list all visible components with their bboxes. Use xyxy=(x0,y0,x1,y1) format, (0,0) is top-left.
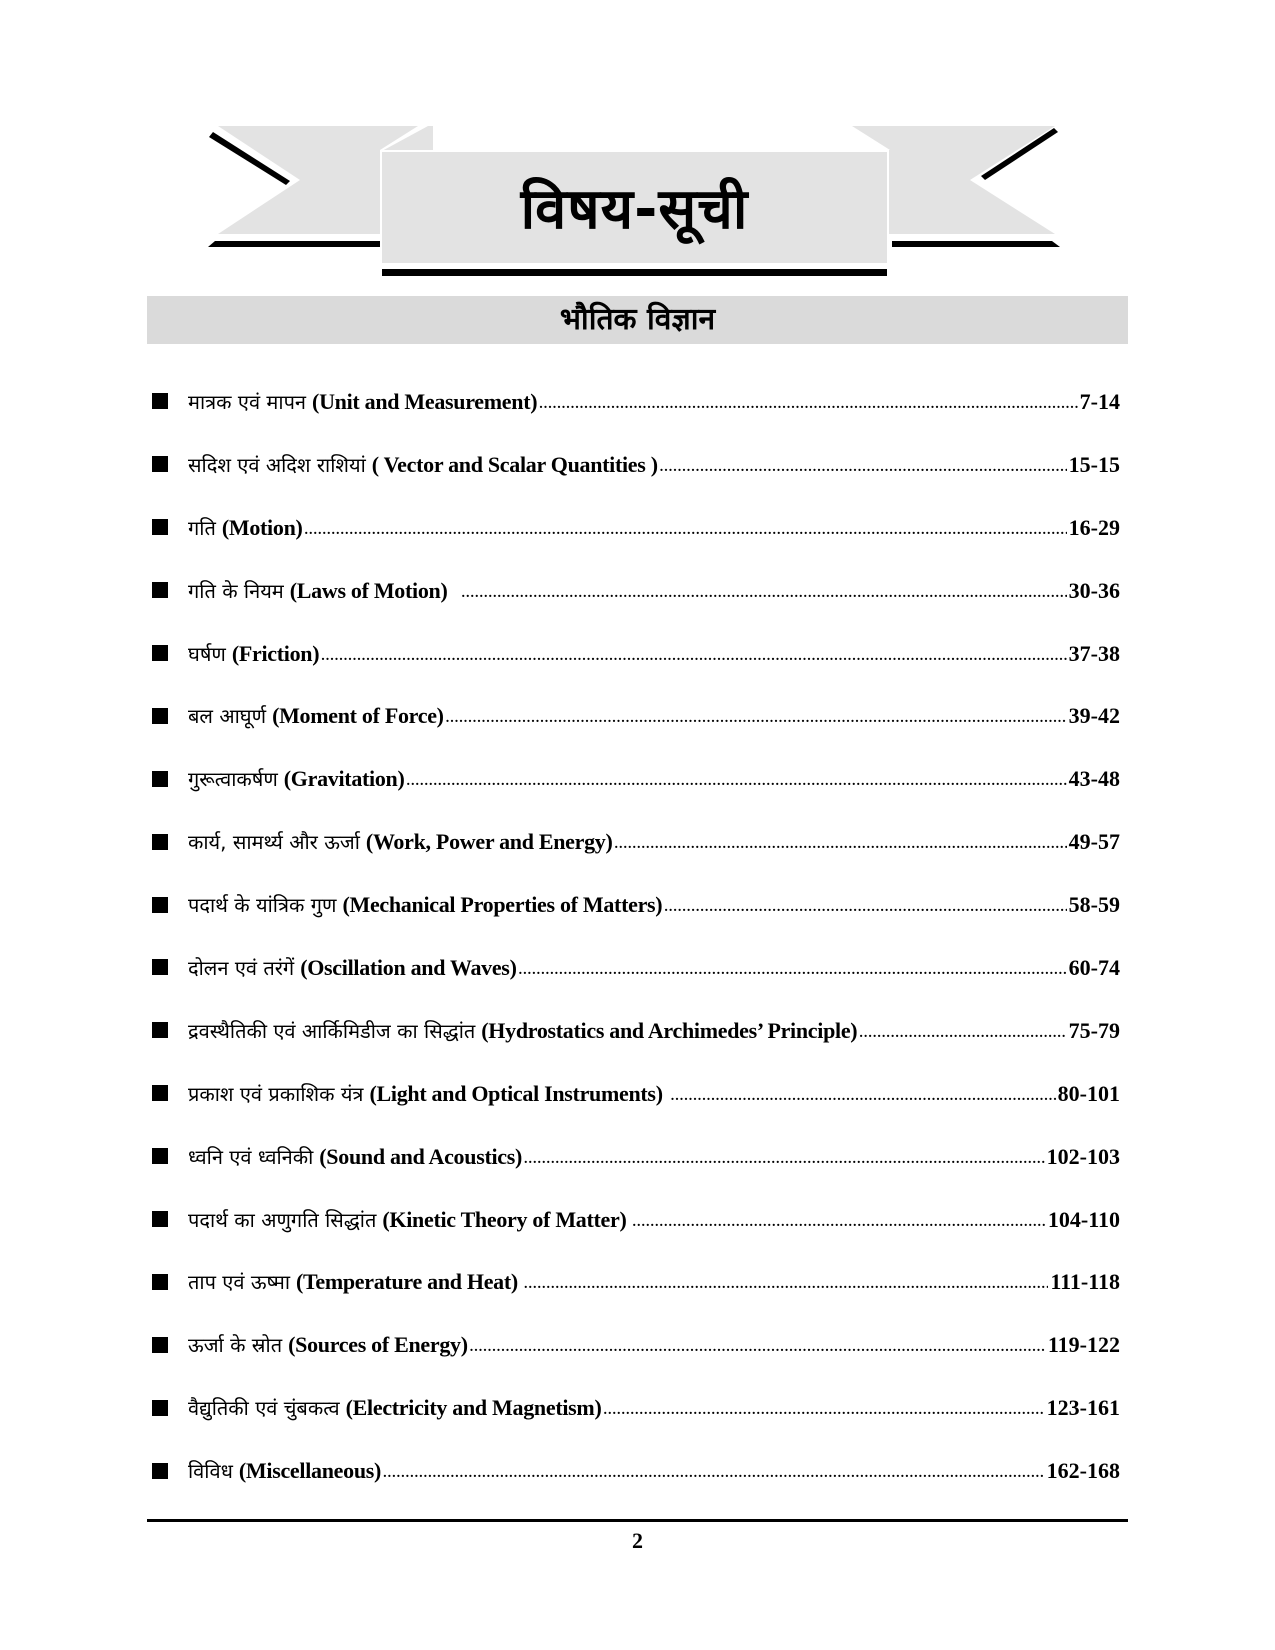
black-square-icon xyxy=(152,1274,168,1290)
toc-entry-hindi: सदिश एवं अदिश राशियां xyxy=(188,452,366,477)
toc-entry[interactable] xyxy=(152,1250,1120,1313)
dot-leader xyxy=(321,649,1066,665)
toc-entry-english: (Oscillation and Waves) xyxy=(300,954,517,980)
toc-entry-pages: 49-57 xyxy=(1068,829,1120,855)
toc-entry-hindi: गति के नियम xyxy=(188,578,284,603)
black-square-icon xyxy=(152,582,168,598)
toc-entry[interactable] xyxy=(152,747,1120,810)
dot-leader xyxy=(660,460,1067,476)
toc-entry-hindi: पदार्थ के यांत्रिक गुण xyxy=(188,893,337,918)
toc-entry-pages: 43-48 xyxy=(1068,766,1120,792)
dot-leader xyxy=(664,900,1066,916)
black-square-icon xyxy=(152,1085,168,1101)
toc-entry-english: (Electricity and Magnetism) xyxy=(345,1395,602,1421)
toc-entry-english: (Unit and Measurement) xyxy=(312,388,538,414)
dot-leader xyxy=(524,1277,1048,1293)
toc-entry-hindi: कार्य, सामर्थ्य और ऊर्जा xyxy=(188,830,360,855)
toc-entry-english: (Laws of Motion) xyxy=(289,577,448,603)
toc-entry-hindi: ध्वनि एवं ध्वनिकी xyxy=(188,1144,314,1169)
toc-entry-english: (Temperature and Heat) xyxy=(296,1269,518,1295)
toc-entry-hindi: द्रवस्थैतिकी एवं आर्किमिडीज का सिद्धांत xyxy=(188,1018,476,1043)
toc-entry-english: (Kinetic Theory of Matter) xyxy=(382,1206,627,1232)
dot-leader xyxy=(539,397,1077,413)
toc-entry-english: (Gravitation) xyxy=(283,766,405,792)
toc-entry-pages: 75-79 xyxy=(1068,1017,1120,1043)
dot-leader xyxy=(603,1403,1044,1419)
toc-entry-pages: 104-110 xyxy=(1047,1206,1120,1232)
toc-entry-pages: 102-103 xyxy=(1046,1143,1120,1169)
black-square-icon xyxy=(152,645,168,661)
toc-entry[interactable] xyxy=(152,1439,1120,1502)
dot-leader xyxy=(859,1026,1066,1042)
dot-leader xyxy=(383,1466,1045,1482)
toc-entry-hindi: मात्रक एवं मापन xyxy=(188,389,307,414)
dot-leader xyxy=(524,1152,1045,1168)
toc-entry-hindi: बल आघूर्ण xyxy=(188,704,267,729)
black-square-icon xyxy=(152,1463,168,1479)
toc-entry-english: (Sources of Energy) xyxy=(288,1332,468,1358)
black-square-icon xyxy=(152,393,168,409)
toc-entry-pages: 7-14 xyxy=(1079,388,1120,414)
toc-entry-english: (Miscellaneous) xyxy=(238,1458,382,1484)
toc-entry-hindi: ऊर्जा के स्रोत xyxy=(188,1333,283,1358)
page-title: विषय-सूची xyxy=(520,177,749,242)
toc-entry-pages: 30-36 xyxy=(1068,577,1120,603)
black-square-icon xyxy=(152,959,168,975)
toc-entry-pages: 119-122 xyxy=(1047,1332,1120,1358)
dot-leader xyxy=(446,711,1067,727)
black-square-icon xyxy=(152,1400,168,1416)
toc-entry[interactable] xyxy=(152,810,1120,873)
dot-leader xyxy=(462,586,1067,602)
black-square-icon xyxy=(152,456,168,472)
toc-entry-hindi: ताप एवं ऊष्मा xyxy=(188,1270,290,1295)
dot-leader xyxy=(671,1089,1056,1105)
toc-entry-english: (Light and Optical Instruments) xyxy=(369,1080,663,1106)
dot-leader xyxy=(470,1340,1046,1356)
dot-leader xyxy=(633,1215,1046,1231)
toc-entry[interactable] xyxy=(152,1313,1120,1376)
toc-entry-hindi: प्रकाश एवं प्रकाशिक यंत्र xyxy=(188,1081,364,1106)
toc-entry[interactable] xyxy=(152,1376,1120,1439)
toc-entry-english: (Hydrostatics and Archimedes’ Principle) xyxy=(481,1017,858,1043)
toc-entry[interactable] xyxy=(152,622,1120,685)
toc-entry[interactable] xyxy=(152,999,1120,1062)
toc-entry-english: (Mechanical Properties of Matters) xyxy=(342,892,663,918)
toc-entry-hindi: दोलन एवं तरंगें xyxy=(188,955,295,980)
toc-entry[interactable] xyxy=(152,496,1120,559)
toc-entry-english: (Motion) xyxy=(221,514,303,540)
section-header-band xyxy=(147,296,1128,344)
toc-entry-pages: 111-118 xyxy=(1050,1269,1120,1295)
black-square-icon xyxy=(152,708,168,724)
toc-entry[interactable] xyxy=(152,433,1120,496)
dot-leader xyxy=(615,837,1067,853)
toc-entry-hindi: वैद्युतिकी एवं चुंबकत्व xyxy=(188,1396,340,1421)
table-of-contents xyxy=(152,370,1120,1502)
toc-entry[interactable] xyxy=(152,936,1120,999)
toc-entry-english: (Sound and Acoustics) xyxy=(319,1143,523,1169)
toc-entry[interactable] xyxy=(152,1125,1120,1188)
black-square-icon xyxy=(152,1211,168,1227)
toc-entry[interactable] xyxy=(152,370,1120,433)
toc-entry[interactable] xyxy=(152,1062,1120,1125)
dot-leader xyxy=(519,963,1067,979)
black-square-icon xyxy=(152,1022,168,1038)
black-square-icon xyxy=(152,897,168,913)
black-square-icon xyxy=(152,834,168,850)
toc-entry-pages: 15-15 xyxy=(1068,451,1120,477)
black-square-icon xyxy=(152,1337,168,1353)
toc-entry-english: (Moment of Force) xyxy=(272,703,444,729)
section-title: भौतिक विज्ञान xyxy=(559,302,716,337)
toc-entry-pages: 37-38 xyxy=(1068,640,1120,666)
toc-entry-pages: 16-29 xyxy=(1068,514,1120,540)
toc-entry-pages: 60-74 xyxy=(1068,954,1120,980)
toc-entry[interactable] xyxy=(152,873,1120,936)
toc-entry-english: (Work, Power and Energy) xyxy=(365,829,613,855)
toc-entry[interactable] xyxy=(152,1188,1120,1251)
toc-entry[interactable] xyxy=(152,684,1120,747)
toc-entry-hindi: पदार्थ का अणुगति सिद्धांत xyxy=(188,1207,377,1232)
page-number: 2 xyxy=(632,1528,643,1553)
toc-entry-hindi: विविध xyxy=(188,1459,233,1484)
toc-entry-pages: 39-42 xyxy=(1068,703,1120,729)
toc-entry-english: ( Vector and Scalar Quantities ) xyxy=(371,451,658,477)
dot-leader xyxy=(305,523,1067,539)
black-square-icon xyxy=(152,1148,168,1164)
toc-entry-english: (Friction) xyxy=(231,640,320,666)
black-square-icon xyxy=(152,771,168,787)
toc-entry-hindi: घर्षण xyxy=(188,641,226,666)
dot-leader xyxy=(407,774,1067,790)
toc-entry-pages: 162-168 xyxy=(1046,1458,1120,1484)
toc-entry-pages: 80-101 xyxy=(1057,1080,1120,1106)
toc-entry-hindi: गुरूत्वाकर्षण xyxy=(188,767,278,792)
toc-entry-pages: 58-59 xyxy=(1068,892,1120,918)
toc-entry[interactable] xyxy=(152,559,1120,622)
toc-entry-pages: 123-161 xyxy=(1046,1395,1120,1421)
toc-entry-hindi: गति xyxy=(188,515,216,540)
black-square-icon xyxy=(152,519,168,535)
footer-divider xyxy=(147,1519,1128,1522)
